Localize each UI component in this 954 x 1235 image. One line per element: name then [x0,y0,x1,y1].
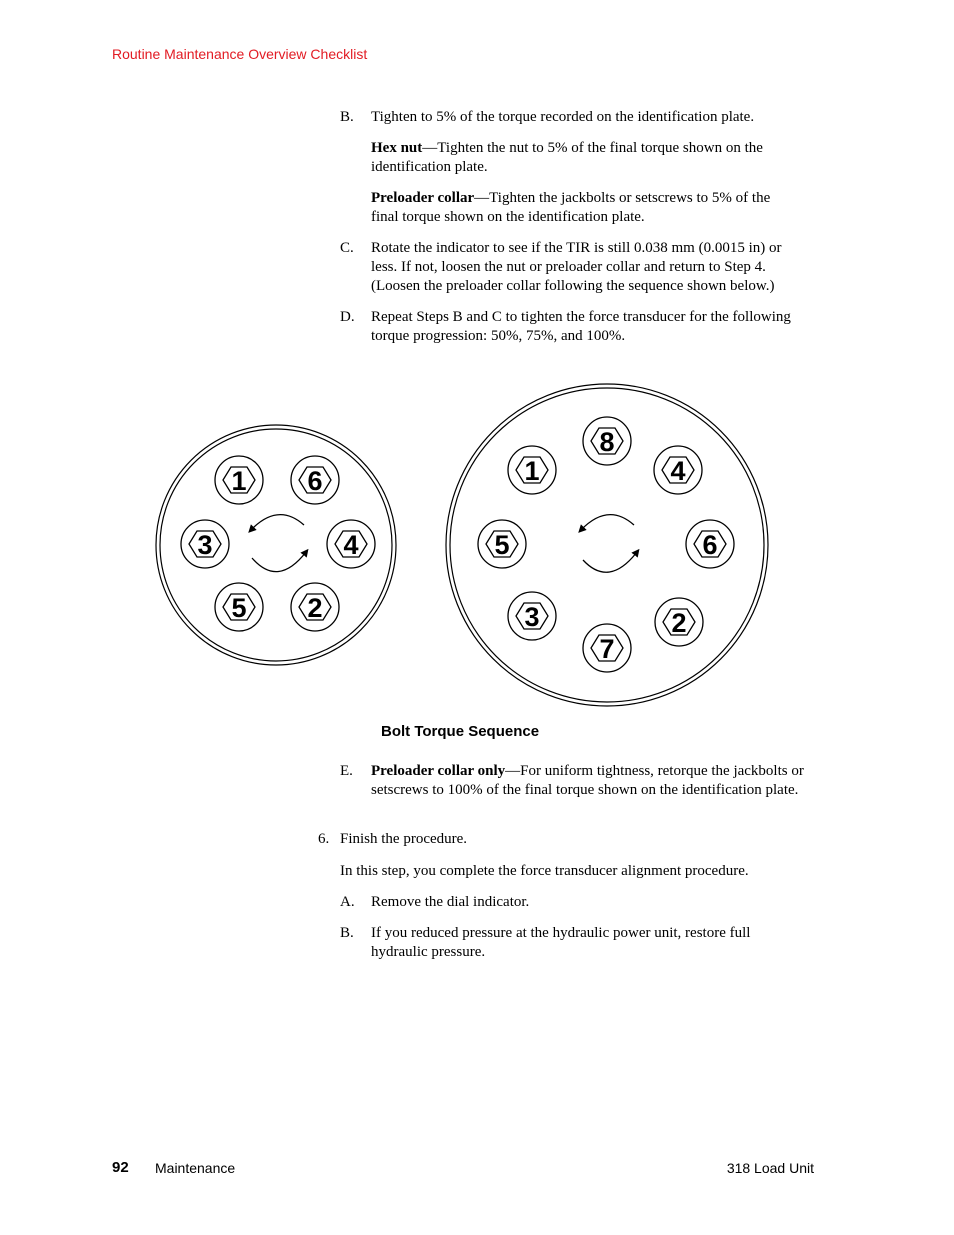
bolt [215,583,263,631]
step-letter: C. [340,240,354,256]
bolt [583,624,631,672]
footer-product: 318 Load Unit [726,1160,814,1176]
step-text: Repeat Steps B and C to tighten the force transducer for the following torque progression: 50%, 75%, and 100%. [371,309,791,344]
bolt [655,598,703,646]
bolt-label: 7 [599,634,615,664]
step-text [371,762,811,800]
bolt [508,592,556,640]
bolt [583,417,631,465]
bolt-label: 6 [307,466,323,496]
bolt [327,520,375,568]
bolt-label: 3 [197,530,213,560]
hex-nut-text: —Tighten the nut to 5% of the final torque shown on the identification plate. [371,140,763,175]
step-text: If you reduced pressure at the hydraulic power unit, restore full hydraulic pressure. [371,925,751,960]
bolt-label: 2 [671,608,687,638]
bolt-label: 5 [494,530,510,560]
bolt [508,446,556,494]
rotation-arrow-icon [251,515,304,530]
step-letter: E. [340,763,353,779]
step-text: Remove the dial indicator. [371,894,530,910]
bolt [478,520,526,568]
running-header: Routine Maintenance Overview Checklist [112,46,368,62]
figure-caption: Bolt Torque Sequence [381,723,540,740]
bolt-label: 4 [343,530,359,560]
bolt-label: 4 [670,456,686,486]
bolt [291,583,339,631]
eight-bolt-pattern [446,384,768,706]
bolt-label: 1 [524,456,540,486]
bolt-label: 2 [307,593,323,623]
bolt-label: 5 [231,593,247,623]
bolt-label: 8 [599,427,615,457]
step-letter: A. [340,894,355,910]
step-letter: B. [340,925,354,941]
step-text: Rotate the indicator to see if the TIR is still 0.038 mm (0.0015 in) or less. If not, loosen the nut or preloader collar and return to Step 4. (Loosen the preloader collar following the sequence shown below.) [371,240,782,294]
footer-section: Maintenance [155,1160,236,1176]
bolt-label: 3 [524,602,540,632]
step-letter: D. [340,309,355,325]
step-6-number: 6. [318,831,330,847]
rotation-arrow-icon [252,552,306,572]
rotation-arrow-icon [583,552,637,572]
bolt [181,520,229,568]
six-bolt-pattern [156,425,396,665]
step-6-title: Finish the procedure. [340,831,468,847]
step-e-body: —For uniform tightness, retorque the jackbolts or setscrews to 100% of the final torque shown on the identification plate. [371,763,804,798]
hex-nut-term: Hex nut [371,140,423,156]
preloader-collar-term: Preloader collar [371,190,475,206]
bolt [686,520,734,568]
bolt-label: 1 [231,466,247,496]
bolt [291,456,339,504]
page-number: 92 [112,1159,129,1176]
flange-outer-circle [156,425,396,665]
bolt [215,456,263,504]
step-e-term: Preloader collar only [371,763,506,779]
rotation-arrow-icon [581,515,634,530]
bolt-label: 6 [702,530,718,560]
preloader-collar-text: —Tighten the jackbolts or setscrews to 5% of the final torque shown on the identification plate. [371,190,771,225]
step-letter: B. [340,109,354,125]
step-text: Tighten to 5% of the torque recorded on the identification plate. [371,109,755,125]
step-6-intro: In this step, you complete the force transducer alignment procedure. [340,863,749,879]
bolt [654,446,702,494]
